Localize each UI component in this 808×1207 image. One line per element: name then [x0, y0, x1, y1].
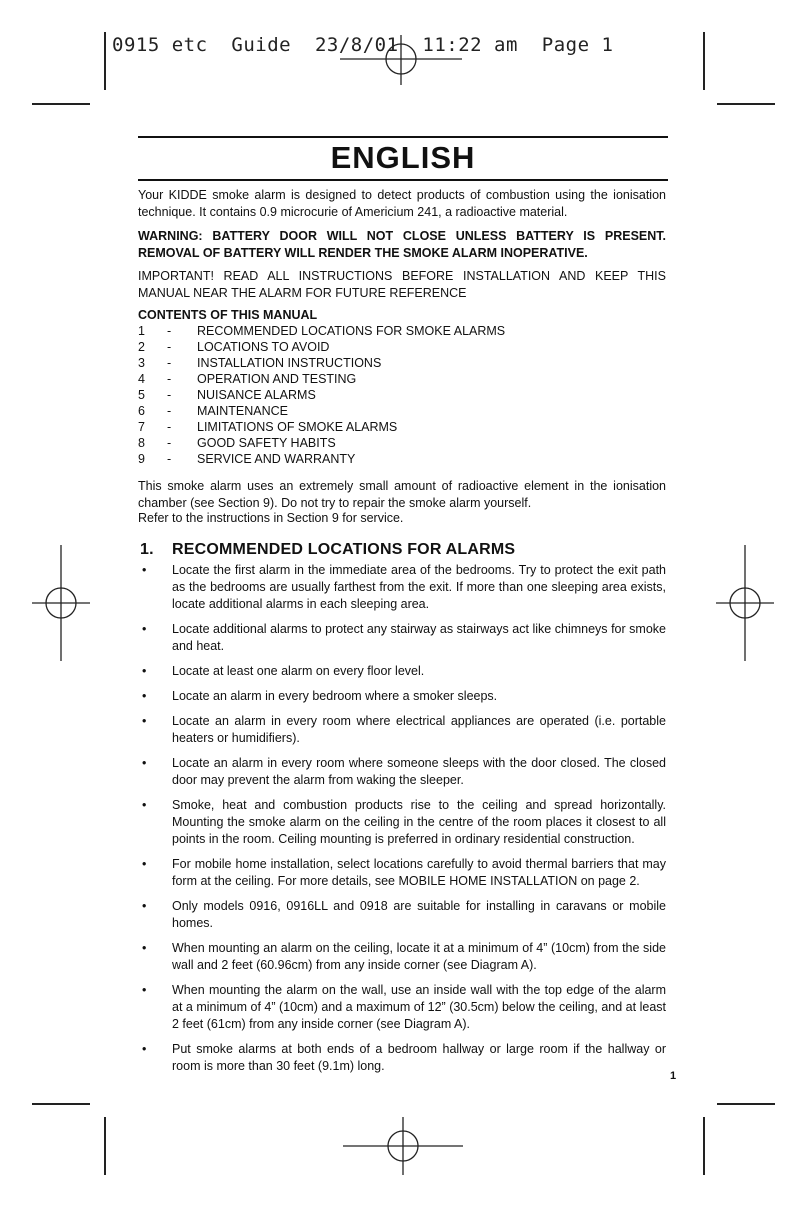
contents-item-number: 5 — [138, 388, 145, 402]
bullet-item — [138, 797, 666, 848]
contents-item-label: INSTALLATION INSTRUCTIONS — [197, 356, 382, 370]
service-note: Refer to the instructions in Section 9 for service. — [138, 511, 404, 525]
registration-mark-top — [340, 35, 462, 85]
contents-item-dash: - — [167, 436, 172, 450]
bullet-marker: • — [142, 714, 147, 728]
contents-item-label: LOCATIONS TO AVOID — [197, 340, 330, 354]
contents-item-number: 8 — [138, 436, 145, 450]
registration-mark-right — [716, 545, 774, 661]
registration-mark-left — [32, 545, 90, 661]
contents-item-number: 4 — [138, 372, 145, 386]
bullet-item — [138, 856, 666, 890]
contents-item — [138, 323, 666, 339]
contents-item — [138, 387, 666, 403]
contents-item-dash: - — [167, 340, 172, 354]
contents-item-dash: - — [167, 324, 172, 338]
contents-item-dash: - — [167, 388, 172, 402]
crop-mark-top-left-vertical — [104, 32, 106, 90]
contents-item-dash: - — [167, 420, 172, 434]
contents-item-number: 3 — [138, 356, 145, 370]
bullet-text: When mounting an alarm on the ceiling, locate it at a minimum of 4” (10cm) from the side wall and 2 feet (60.96cm) from any inside corner (see Diagram A). — [172, 941, 666, 972]
crop-mark-bottom-left-vertical — [104, 1117, 106, 1175]
contents-item-label: OPERATION AND TESTING — [197, 372, 357, 386]
important-paragraph: IMPORTANT! READ ALL INSTRUCTIONS BEFORE INSTALLATION AND KEEP THIS MANUAL NEAR THE ALARM FOR FUTURE REFERENCE — [138, 269, 666, 300]
bullet-item — [138, 898, 666, 932]
bullet-text: Smoke, heat and combustion products rise to the ceiling and spread horizontally. Mounting the smoke alarm on the ceiling in the centre of the room places it closest to all points in the room. Ceiling mounting is preferred in ordinary residential construction. — [172, 798, 666, 846]
contents-item-number: 1 — [138, 324, 145, 338]
contents-item-label: MAINTENANCE — [197, 404, 288, 418]
bullet-marker: • — [142, 756, 147, 770]
section-1-bullets — [138, 562, 666, 1083]
bullet-marker: • — [142, 941, 147, 955]
bullet-marker: • — [142, 798, 147, 812]
bullet-marker: • — [142, 664, 147, 678]
bullet-marker: • — [142, 689, 147, 703]
bullet-marker: • — [142, 899, 147, 913]
bullet-text: Locate an alarm in every room where someone sleeps with the door closed. The closed door may prevent the alarm from waking the sleeper. — [172, 756, 666, 787]
contents-item-dash: - — [167, 452, 172, 466]
bullet-item — [138, 562, 666, 613]
contents-item — [138, 419, 666, 435]
warning-paragraph: WARNING: BATTERY DOOR WILL NOT CLOSE UNLESS BATTERY IS PRESENT. REMOVAL OF BATTERY WILL RENDER THE SMOKE ALARM INOPERATIVE. — [138, 229, 666, 260]
title-rule-top — [138, 136, 668, 138]
contents-item-label: GOOD SAFETY HABITS — [197, 436, 336, 450]
bullet-text: Locate an alarm in every bedroom where a smoker sleeps. — [172, 689, 498, 703]
page-title: ENGLISH — [330, 140, 476, 175]
radioactive-note: This smoke alarm uses an extremely small amount of radioactive element in the ionisation chamber (see Section 9). Do not try to repair the smoke alarm yourself. — [138, 479, 666, 510]
contents-heading: CONTENTS OF THIS MANUAL — [138, 308, 318, 322]
contents-item-number: 9 — [138, 452, 145, 466]
intro-paragraph: Your KIDDE smoke alarm is designed to detect products of combustion using the ionisation technique. It contains 0.9 microcurie of Americium 241, a radioactive material. — [138, 188, 666, 219]
section-1-heading — [140, 540, 515, 560]
contents-item — [138, 451, 666, 467]
bullet-item — [138, 688, 666, 705]
contents-item-label: RECOMMENDED LOCATIONS FOR SMOKE ALARMS — [197, 324, 506, 338]
bullet-marker: • — [142, 563, 147, 577]
contents-item — [138, 371, 666, 387]
contents-item-number: 2 — [138, 340, 145, 354]
crop-mark-top-right-horizontal — [717, 103, 775, 105]
bullet-text: Locate at least one alarm on every floor level. — [172, 664, 425, 678]
contents-item-dash: - — [167, 372, 172, 386]
bullet-marker: • — [142, 1042, 147, 1056]
section-1-number: 1. — [140, 541, 154, 558]
bullet-item — [138, 755, 666, 789]
bullet-item — [138, 940, 666, 974]
contents-item-label: SERVICE AND WARRANTY — [197, 452, 356, 466]
contents-item-number: 7 — [138, 420, 145, 434]
bullet-marker: • — [142, 983, 147, 997]
contents-list — [138, 323, 666, 467]
registration-mark-bottom — [343, 1117, 463, 1175]
contents-item-label: LIMITATIONS OF SMOKE ALARMS — [197, 420, 398, 434]
bullet-text: For mobile home installation, select locations carefully to avoid thermal barriers that may form at the ceiling. For more details, see MOBILE HOME INSTALLATION on page 2. — [172, 857, 666, 888]
bullet-marker: • — [142, 622, 147, 636]
contents-item — [138, 339, 666, 355]
bullet-text: Locate additional alarms to protect any stairway as stairways act like chimneys for smoke and heat. — [172, 622, 666, 653]
contents-item-dash: - — [167, 404, 172, 418]
section-1-title: RECOMMENDED LOCATIONS FOR ALARMS — [172, 541, 516, 558]
bullet-text: Locate the first alarm in the immediate area of the bedrooms. Try to protect the exit path as the bedrooms are usually farthest from the exit. If more than one sleeping area exists, locate additional alarms in each sleeping area. — [172, 563, 666, 611]
bullet-marker: • — [142, 857, 147, 871]
contents-item — [138, 355, 666, 371]
bullet-text: Locate an alarm in every room where electrical appliances are operated (i.e. portable heaters or humidifiers). — [172, 714, 666, 745]
page-number: 1 — [670, 1070, 677, 1082]
bullet-item — [138, 621, 666, 655]
bullet-text: When mounting the alarm on the wall, use an inside wall with the top edge of the alarm at a minimum of 4” (10cm) and a maximum of 12” (30.5cm) below the ceiling, and at least 2 feet (61cm) from any inside corner (see Diagram A). — [172, 983, 666, 1031]
title-rule-bottom — [138, 179, 668, 181]
crop-mark-bottom-right-vertical — [703, 1117, 705, 1175]
crop-mark-top-right-vertical — [703, 32, 705, 90]
crop-mark-bottom-left-horizontal — [32, 1103, 90, 1105]
contents-item — [138, 403, 666, 419]
print-slug: 0915 etc Guide 23/8/01 11:22 am Page 1 — [112, 34, 614, 56]
bullet-item — [138, 663, 666, 680]
bullet-item — [138, 1041, 666, 1075]
crop-mark-bottom-right-horizontal — [717, 1103, 775, 1105]
contents-item — [138, 435, 666, 451]
contents-item-dash: - — [167, 356, 172, 370]
contents-item-number: 6 — [138, 404, 145, 418]
bullet-text: Only models 0916, 0916LL and 0918 are suitable for installing in caravans or mobile homes. — [172, 899, 666, 930]
bullet-item — [138, 713, 666, 747]
bullet-text: Put smoke alarms at both ends of a bedroom hallway or large room if the hallway or room is more than 30 feet (9.1m) long. — [172, 1042, 666, 1073]
crop-mark-top-left-horizontal — [32, 103, 90, 105]
contents-item-label: NUISANCE ALARMS — [197, 388, 316, 402]
bullet-item — [138, 982, 666, 1033]
